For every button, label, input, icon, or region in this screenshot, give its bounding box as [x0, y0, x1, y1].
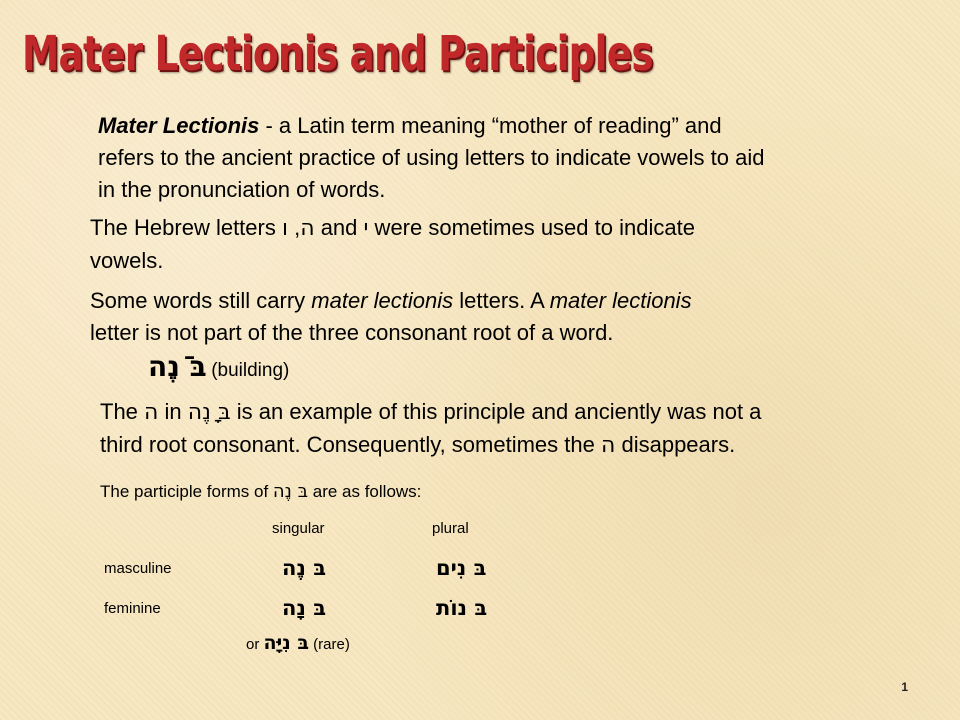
hebrew-letter-yod: י [363, 216, 369, 241]
col-header-plural: plural [432, 520, 469, 537]
col-header-singular: singular [272, 520, 325, 537]
hebrew-vowel-letters-paragraph: The Hebrew letters ה, ו and י were sometimes used to indicate vowels. [90, 215, 695, 273]
row-label-masculine: masculine [104, 560, 172, 577]
participle-intro: The participle forms of בּ נֶה are as follows: [100, 481, 422, 502]
feminine-singular: בּ נָה [282, 596, 327, 620]
principle-paragraph: The ה in בּ ָנֶה is an example of this principle and anciently was not a third root consonant. Consequently, sometimes the ה disappears. [100, 399, 762, 458]
slide-title: Mater Lectionis and Participles [22, 26, 653, 82]
example-gloss: (building) [211, 360, 290, 381]
feminine-plural: בּ נוֹת [436, 596, 488, 620]
masculine-singular: בּ נֶה [282, 556, 327, 580]
root-letters-paragraph: Some words still carry mater lectionis letters. A mater lectionis letter is not part of the three consonant root of a word. [90, 288, 692, 345]
example-word [148, 350, 289, 383]
page-number: 1 [901, 680, 908, 694]
feminine-alternate: or בּ נִיָּה (rare) [246, 632, 350, 654]
mater-lectionis-definition: Mater Lectionis - a Latin term meaning “mother of reading” and refers to the ancient practice of using letters to indicate vowels to aid in the pronunciation of words. [98, 113, 765, 202]
hebrew-letter-he: ה [300, 216, 315, 241]
row-label-feminine: feminine [104, 600, 161, 617]
hebrew-letter-vav: ו [281, 216, 288, 241]
masculine-plural: בּ נִים [436, 556, 487, 580]
hebrew-word-building: בּ ֿנֶה [148, 350, 207, 383]
term-mater-lectionis: Mater Lectionis [98, 113, 260, 138]
feminine-singular-alt: בּ נִיָּה [263, 632, 309, 654]
